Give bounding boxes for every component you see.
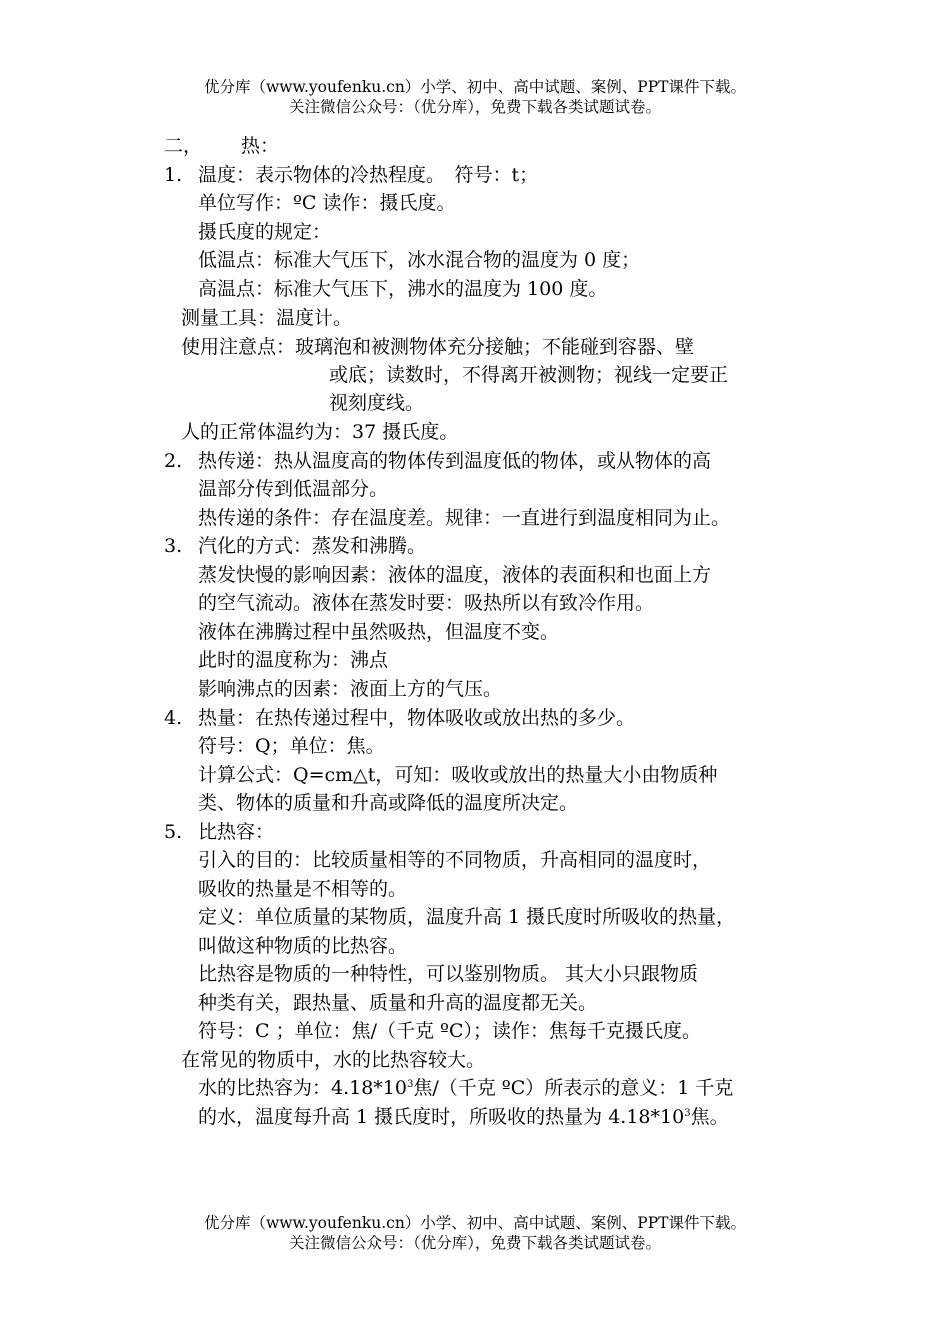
celsius-rule-title: 摄氏度的规定：	[198, 221, 332, 243]
section-heading-number: 二，	[164, 135, 203, 157]
header-line-1: 优分库（www.youfenku.cn）小学、初中、高中试题、案例、PPT课件下载。	[203, 78, 747, 96]
temperature-unit: 单位写作：ºC 读作：摄氏度。	[198, 192, 456, 214]
footer-line-2: 关注微信公众号：（优分库），免费下载各类试题试卷。	[288, 1234, 661, 1252]
exponent: 3	[684, 1108, 691, 1119]
water-specific-heat-line-1	[198, 1074, 733, 1102]
formula-line-2: 类、物体的质量和升高或降低的温度所决定。	[198, 792, 579, 814]
purpose-line-2: 吸收的热量是不相等的。	[198, 878, 408, 900]
usage-notes-line-1: 使用注意点：玻璃泡和被测物体充分接触；不能碰到容器、壁	[181, 336, 695, 358]
heat-transfer-line-2: 温部分传到低温部分。	[198, 478, 389, 500]
item-number-3: 3.	[164, 535, 183, 557]
body-temperature: 人的正常体温约为：37 摄氏度。	[181, 421, 459, 443]
item-number-5: 5.	[164, 821, 183, 843]
water-meaning-text-2: 的水，温度每升高 1 摄氏度时，所吸收的热量为 4.18*10	[198, 1106, 685, 1128]
water-meaning-text: 焦/（千克 ºC）所表示的意义：1 千克	[413, 1077, 734, 1099]
definition-line-2: 叫做这种物质的比热容。	[198, 935, 408, 957]
heat-quantity-symbol: 符号：Q；单位：焦。	[198, 735, 385, 757]
temperature-definition: 温度：表示物体的冷热程度。 符号：t；	[198, 164, 539, 186]
page-header	[0, 77, 950, 117]
measuring-tool: 测量工具：温度计。	[181, 307, 353, 329]
heat-transfer-condition: 热传递的条件：存在温度差。规律：一直进行到温度相同为止。	[198, 507, 731, 529]
high-point-rule: 高温点：标准大气压下，沸水的温度为 100 度。	[198, 278, 608, 300]
heat-quantity-definition: 热量：在热传递过程中，物体吸收或放出热的多少。	[198, 707, 636, 729]
section-heading-title: 热：	[241, 135, 280, 157]
footer-line-1: 优分库（www.youfenku.cn）小学、初中、高中试题、案例、PPT课件下载。	[203, 1214, 747, 1232]
exponent: 3	[406, 1079, 414, 1090]
evaporation-factors-line-1: 蒸发快慢的影响因素：液体的温度，液体的表面积和也面上方	[198, 564, 712, 586]
header-line-2: 关注微信公众号：（优分库），免费下载各类试题试卷。	[288, 98, 661, 116]
property-line-2: 种类有关，跟热量、质量和升高的温度都无关。	[198, 992, 598, 1014]
water-meaning-end: 焦。	[690, 1106, 729, 1128]
evaporation-factors-line-2: 的空气流动。液体在蒸发时要：吸热所以有致冷作用。	[198, 592, 655, 614]
low-point-rule: 低温点：标准大气压下，冰水混合物的温度为 0 度；	[198, 249, 641, 271]
property-line-1: 比热容是物质的一种特性，可以鉴别物质。 其大小只跟物质	[198, 963, 699, 985]
definition-line-1: 定义：单位质量的某物质，温度升高 1 摄氏度时所吸收的热量，	[198, 906, 736, 928]
usage-notes-line-3: 视刻度线。	[329, 392, 425, 414]
purpose-line-1: 引入的目的：比较质量相等的不同物质，升高相同的温度时，	[198, 849, 712, 871]
usage-notes-line-2: 或底；读数时，不得离开被测物；视线一定要正	[329, 364, 729, 386]
formula-line-1: 计算公式：Q=cm△t，可知：吸收或放出的热量大小由物质种	[198, 764, 718, 786]
boiling-point-factor: 影响沸点的因素：液面上方的气压。	[198, 678, 503, 700]
item-number-1: 1.	[164, 164, 183, 186]
water-value-text: 水的比热容为：4.18*10	[198, 1077, 407, 1099]
vaporization-methods: 汽化的方式：蒸发和沸腾。	[198, 535, 427, 557]
page-footer	[0, 1213, 950, 1253]
water-specific-heat-line-2	[198, 1103, 729, 1131]
specific-heat-title: 比热容：	[198, 821, 275, 843]
heat-transfer-line-1: 热传递：热从温度高的物体传到温度低的物体，或从物体的高	[198, 450, 712, 472]
item-number-2: 2.	[164, 450, 183, 472]
boiling-point: 此时的温度称为：沸点	[198, 649, 389, 671]
specific-heat-unit: 符号：C ；单位：焦/（千克 ºC）；读作：焦每千克摄氏度。	[198, 1020, 701, 1042]
water-specific-heat-note: 在常见的物质中，水的比热容较大。	[181, 1049, 486, 1071]
boiling-note: 液体在沸腾过程中虽然吸热，但温度不变。	[198, 621, 560, 643]
item-number-4: 4.	[164, 707, 183, 729]
